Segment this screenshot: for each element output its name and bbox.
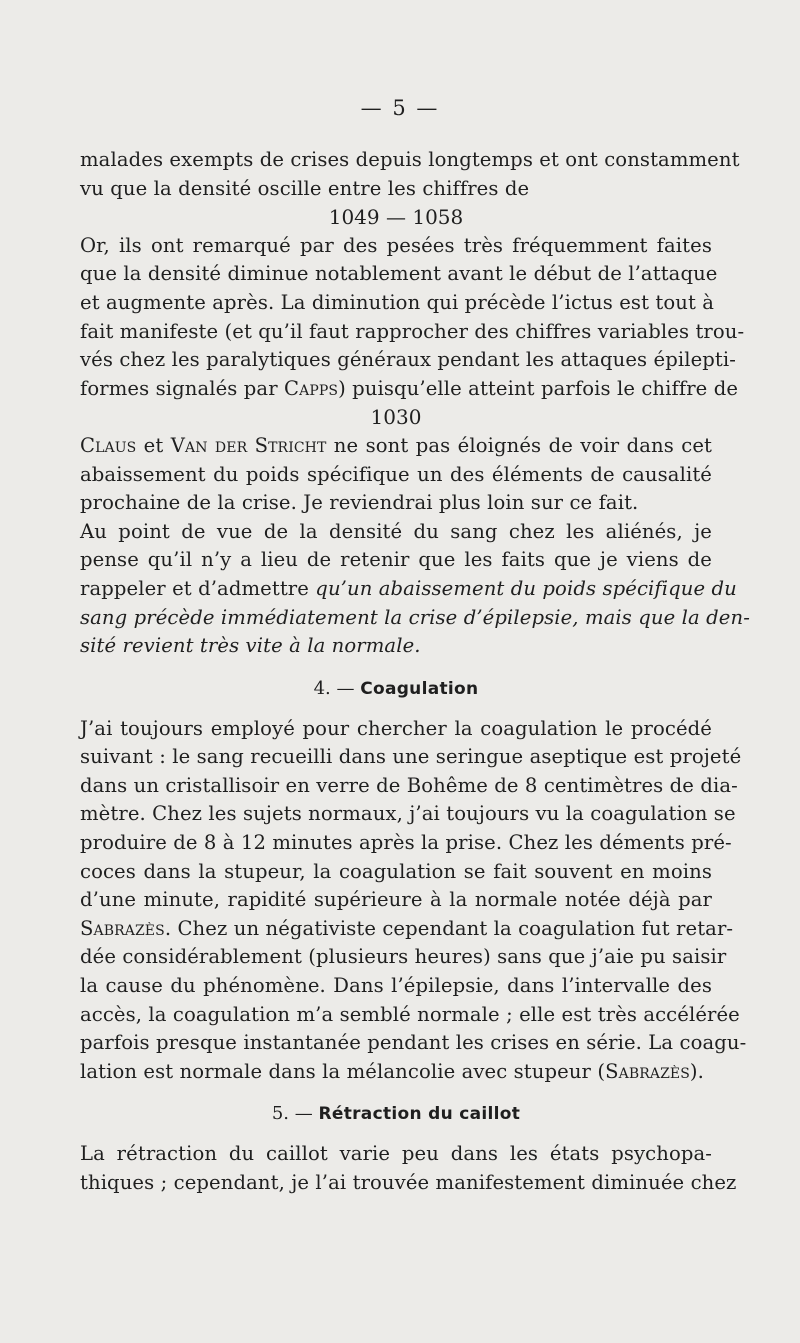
section-title: Coagulation — [360, 678, 479, 699]
text-line: parfois presque instantanée pendant les crises en série. La coagu- — [80, 1031, 747, 1055]
paragraph-4 — [80, 518, 750, 661]
text-segment: ) puisqu’elle atteint parfois le chiffre de — [338, 376, 739, 400]
text-segment: . Chez un négativiste cependant la coagulation fut retar- — [164, 916, 734, 940]
density-range: 1049 — 1058 — [328, 205, 464, 230]
text-line: malades exempts de crises depuis longtemps et ont constamment — [80, 148, 740, 171]
text-line: vu que la densité oscille entre les chiffres de — [80, 176, 530, 200]
text-line — [80, 915, 734, 944]
text-line: sité revient très vite à la normale. — [80, 634, 421, 658]
text-line — [80, 432, 712, 461]
text-segment: rappeler et d’admettre — [80, 576, 316, 600]
text-line: Or, ils ont remarqué par des pesées très fréquemment faites — [80, 233, 712, 257]
text-body — [80, 146, 750, 1198]
section-number: 5. — — [271, 1103, 319, 1125]
text-line: suivant : le sang recueilli dans une seringue aseptique est projeté — [80, 745, 742, 769]
paragraph-6 — [80, 1140, 737, 1197]
section-heading-retraction — [80, 1100, 712, 1128]
text-line: J’ai toujours employé pour chercher la coagulation le procédé — [80, 716, 712, 740]
text-line: la cause du phénomène. Dans l’épilepsie, dans l’intervalle des — [80, 974, 712, 998]
paragraph-3 — [80, 432, 712, 518]
author-name: Capps — [284, 376, 339, 400]
author-name: Sabrazès — [605, 1059, 690, 1083]
text-line — [80, 375, 739, 404]
text-line: fait manifeste (et qu’il faut rapprocher des chiffres variables trou- — [80, 319, 745, 343]
text-line: produire de 8 à 12 minutes après la prise. Chez les déments pré- — [80, 831, 732, 855]
text-line: vés chez les paralytiques généraux pendant les attaques épilepti- — [80, 348, 736, 372]
paragraph-1 — [80, 146, 740, 232]
text-line: La rétraction du caillot varie peu dans les états psychopa- — [80, 1142, 712, 1166]
text-line: que la densité diminue notablement avant le début de l’attaque — [80, 262, 718, 286]
section-number: 4. — — [313, 677, 361, 699]
text-line — [80, 1058, 712, 1087]
paragraph-5 — [80, 715, 747, 1087]
density-value: 1030 — [370, 405, 422, 430]
text-segment: ne sont pas éloignés de voir dans cet — [326, 433, 712, 457]
italic-text: qu’un abaissement du poids spécifique du — [315, 576, 737, 600]
text-line: thiques ; cependant, je l’ai trouvée manifestement diminuée chez — [80, 1171, 737, 1194]
text-line: accès, la coagulation m’a semblé normale ; elle est très accélérée — [80, 1002, 740, 1026]
text-segment: et — [136, 433, 171, 457]
text-line — [80, 575, 737, 604]
author-name: Sabrazès — [80, 916, 165, 940]
section-heading-coagulation — [80, 675, 712, 703]
text-line: Au point de vue de la densité du sang chez les aliénés, je — [80, 519, 712, 543]
text-segment: formes signalés par — [80, 376, 285, 400]
text-segment: lation est normale dans la mélancolie avec stupeur ( — [80, 1059, 606, 1083]
text-line: dans un cristallisoir en verre de Bohême de 8 centimètres de dia- — [80, 773, 738, 797]
paragraph-2 — [80, 232, 745, 432]
text-line: prochaine de la crise. Je reviendrai plus loin sur ce fait. — [80, 491, 639, 515]
text-line: et augmente après. La diminution qui précède l’ictus est tout à — [80, 290, 715, 314]
text-line: d’une minute, rapidité supérieure à la normale notée déjà par — [80, 888, 712, 912]
text-line: pense qu’il n’y a lieu de retenir que les faits que je viens de — [80, 548, 712, 572]
page-number: — 5 — — [360, 96, 440, 120]
text-line: coces dans la stupeur, la coagulation se fait souvent en moins — [80, 859, 712, 883]
text-line: mètre. Chez les sujets normaux, j’ai toujours vu la coagulation se — [80, 802, 736, 826]
section-title: Rétraction du caillot — [318, 1104, 521, 1125]
text-line: sang précède immédiatement la crise d’épilepsie, mais que la den- — [80, 605, 750, 629]
author-name: Claus — [80, 433, 137, 457]
text-line: abaissement du poids spécifique un des éléments de causalité — [80, 462, 712, 486]
text-line: dée considérablement (plusieurs heures) sans que j’aie pu saisir — [80, 945, 727, 969]
author-name: Van der Stricht — [170, 433, 327, 457]
text-segment: ). — [689, 1059, 704, 1083]
